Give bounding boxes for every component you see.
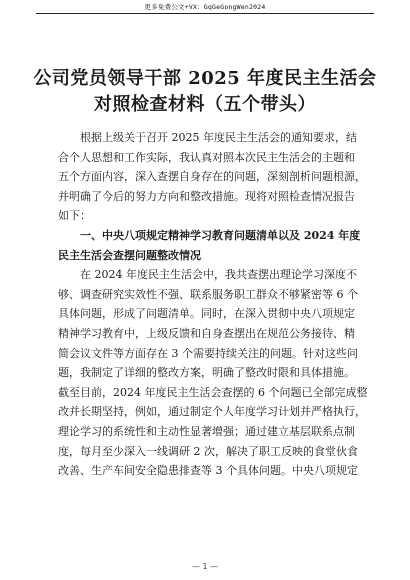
body-text-line: 精神学习教育中，上级反馈和自身查摆出在规范公务接待、精	[58, 326, 355, 340]
body-text-line: 题，我制定了详细的整改方案，明确了整改时限和具体措施。	[58, 366, 355, 380]
body-text-line: 在 2024 年度民主生活会中，我共查摆出理论学习深度不	[80, 268, 357, 282]
page-header-text: 更多免费公文+VX：GqGeGongWen2024	[144, 3, 266, 11]
body-text-line: 理论学习的系统性和主动性显著增强；通过建立基层联系点制	[58, 424, 355, 438]
body-text-line: 改并长期坚持，例如，通过制定个人年度学习计划并严格执行，	[58, 405, 366, 419]
body-text-line: 并明确了今后的努力方向和整改措施。现将对照检查情况报告	[58, 189, 355, 203]
body-text-line: 简会议文件等方面存在 3 个需要持续关注的问题。针对这些问	[58, 346, 358, 360]
section-heading-line: 一、中央八项规定精神学习教育问题清单以及 2024 年度	[80, 228, 361, 242]
body-text-line: 根据上级关于召开 2025 年度民主生活会的通知要求，结	[80, 131, 357, 144]
body-text-line: 度，每月至少深入一线调研 2 次，解决了职工反映的食堂伙食	[58, 444, 358, 458]
body-text-line: 五个方面内容，深入查摆自身存在的问题，深刻剖析问题根源，	[58, 170, 366, 184]
body-text-line: 合个人思想和工作实际，我认真对照本次民主生活会的主题和	[58, 150, 355, 164]
body-text-line: 如下：	[58, 209, 91, 223]
section-heading-line: 民主生活会查摆问题整改情况	[58, 248, 201, 262]
document-title-line-1: 公司党员领导干部 2025 年度民主生活会	[33, 68, 377, 89]
body-text-line: 具体问题，形成了问题清单。同时，在深入贯彻中央八项规定	[58, 307, 355, 321]
body-text-line: 截至目前，2024 年度民主生活会查摆的 6 个问题已全部完成整	[58, 385, 368, 399]
page-number: — 1 —	[191, 562, 219, 571]
document-title-line-2: 对照检查材料（五个带头）	[94, 94, 316, 115]
header-divider	[36, 13, 374, 14]
document-body	[58, 128, 368, 481]
body-text-line: 够、调查研究实效性不强、联系服务职工群众不够紧密等 6 个	[58, 287, 358, 301]
body-text-line: 改善、生产车间安全隐患排查等 3 个具体问题。中央八项规定	[58, 464, 358, 478]
